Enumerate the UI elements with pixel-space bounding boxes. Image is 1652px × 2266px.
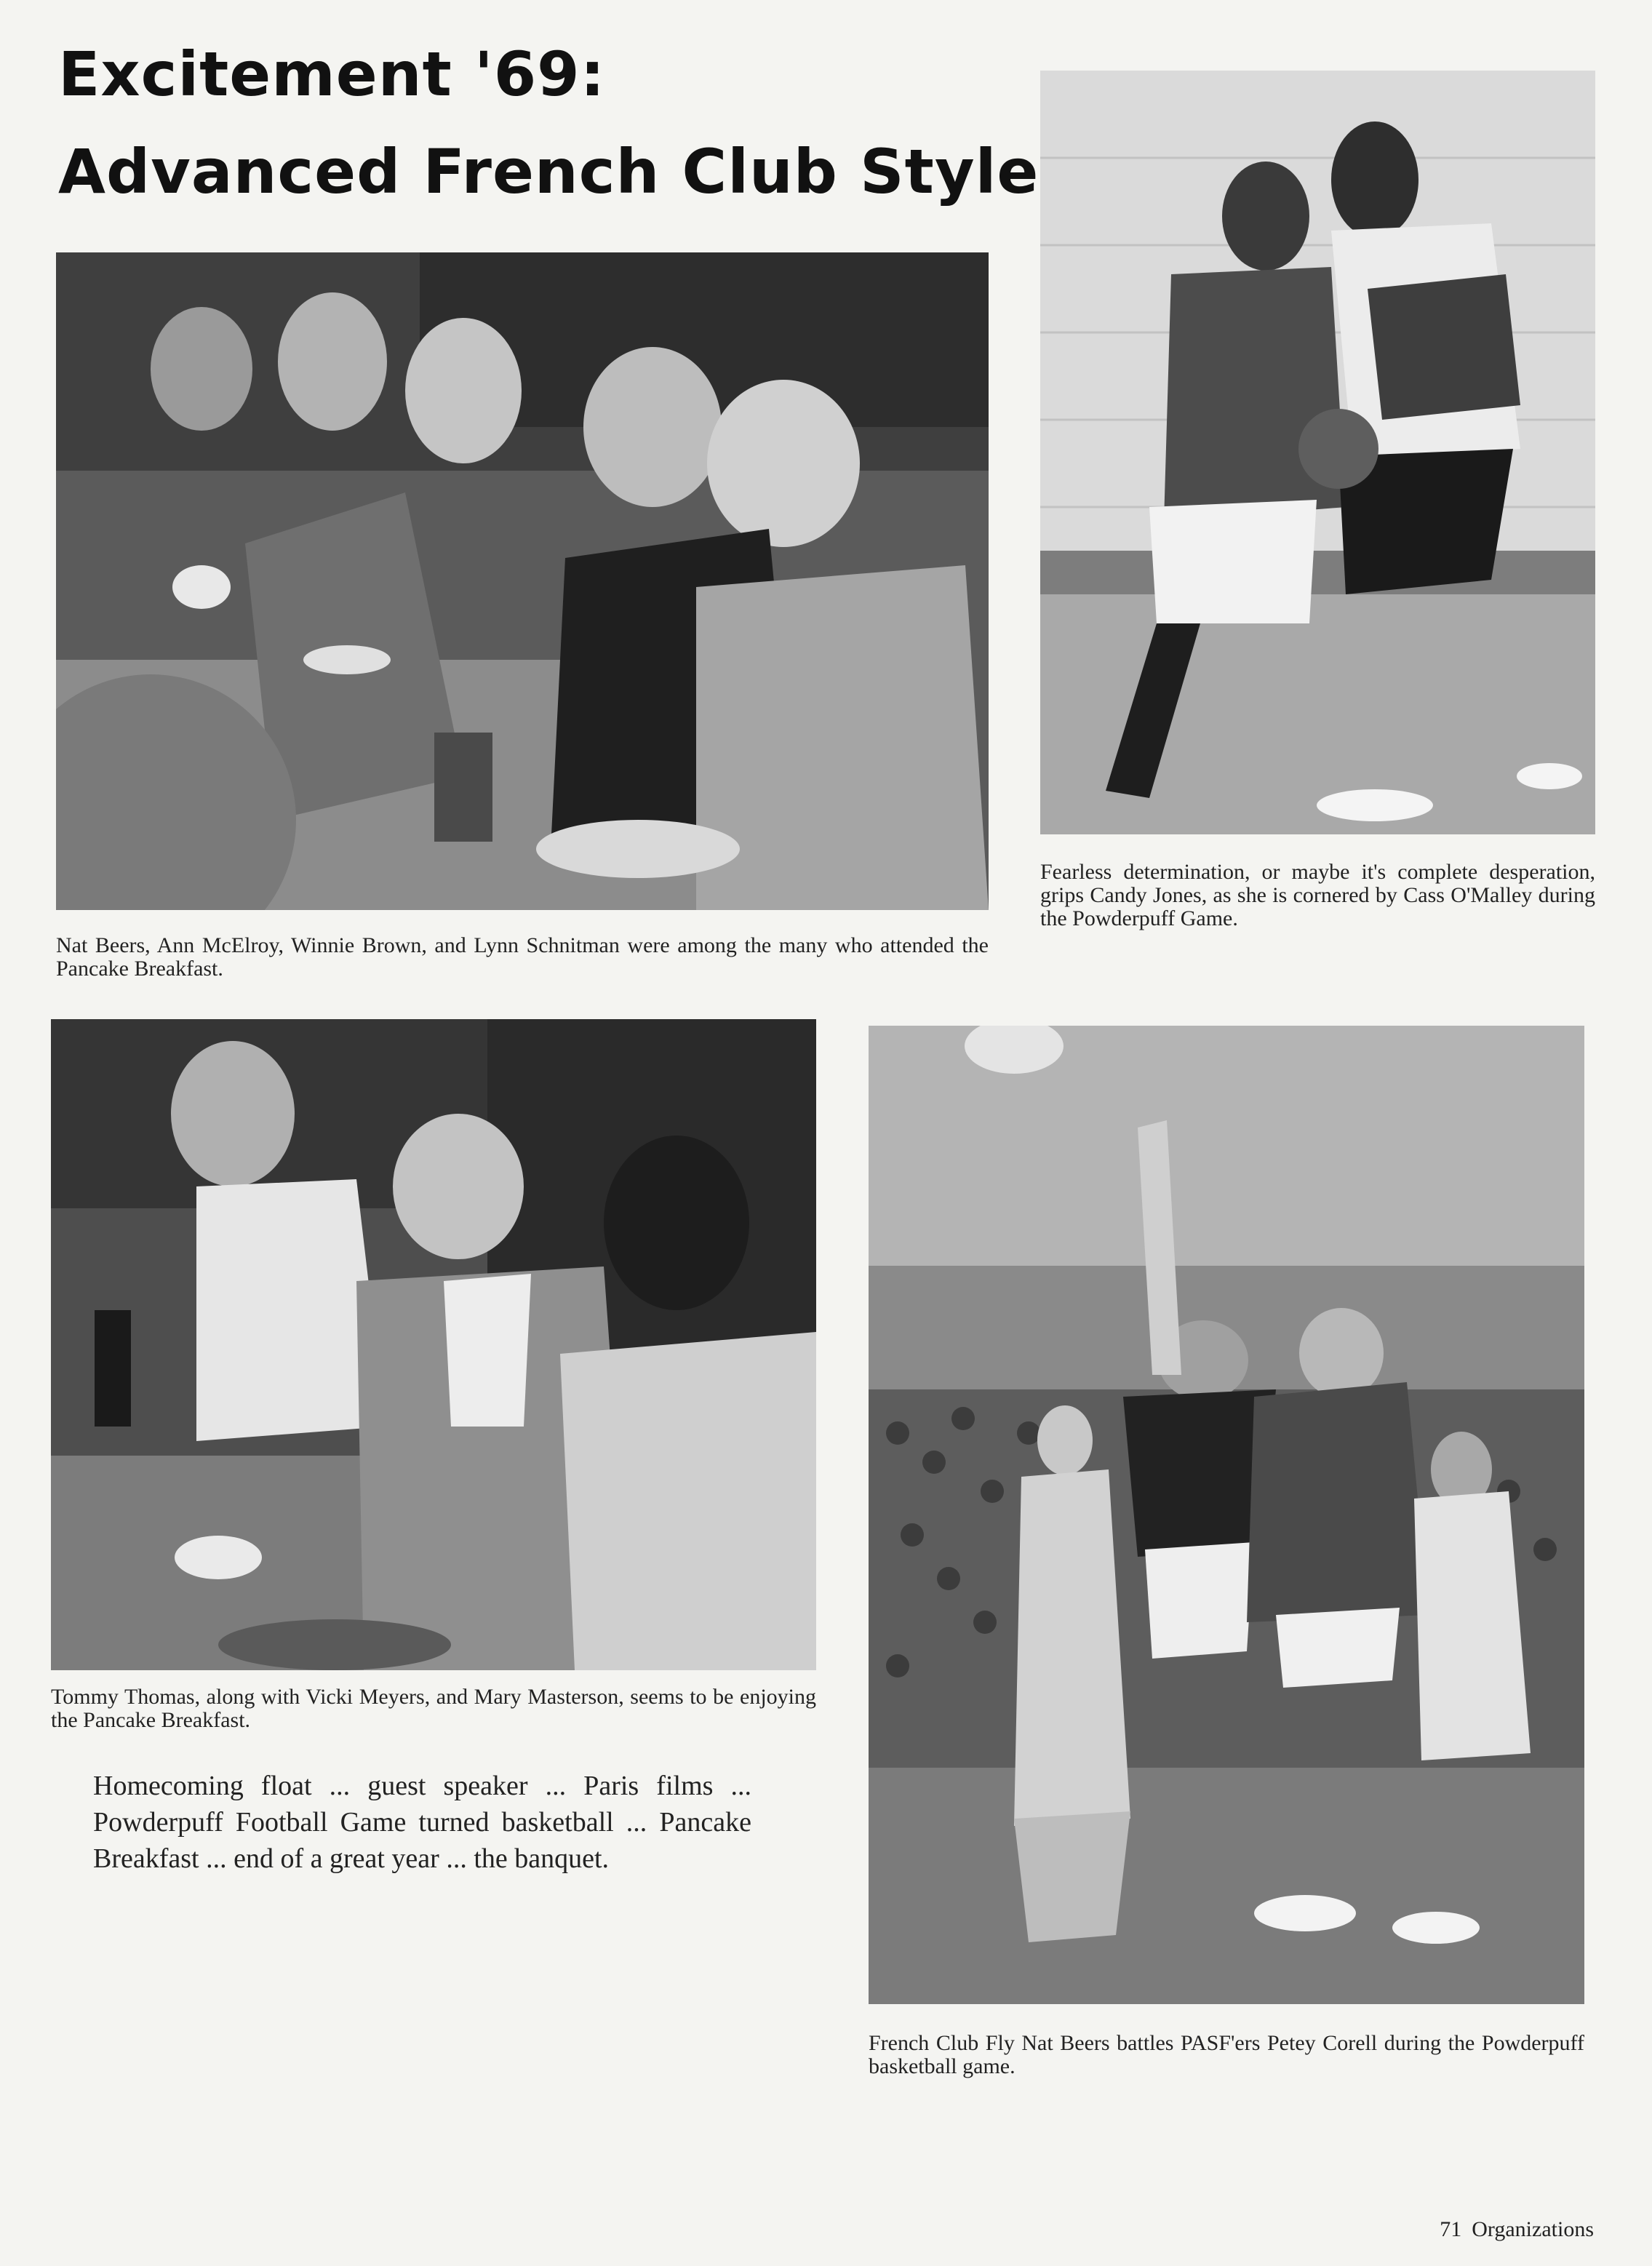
page-title-line-1: Excitement '69:: [58, 39, 606, 110]
photo-powderpuff-jump: [869, 1026, 1584, 2004]
photo-pancake-breakfast-table: [56, 252, 989, 910]
photo-powderpuff-dribble: [1040, 71, 1595, 834]
page-number: 71: [1440, 2217, 1462, 2241]
caption-powderpuff-jump: French Club Fly Nat Beers battles PASF'ers Petey Corell during the Powderpuff basketball game.: [869, 2031, 1584, 2078]
caption-pancake-breakfast-eating: Tommy Thomas, along with Vicki Meyers, and Mary Masterson, seems to be enjoying the Pancake Breakfast.: [51, 1685, 816, 1732]
section-name: Organizations: [1472, 2217, 1594, 2241]
page-folio: [1429, 2217, 1594, 2242]
intro-text: Homecoming float ... guest speaker ... Paris films ... Powderpuff Football Game turned basketball ... Pancake Breakfast ... end of a great year ... the banquet.: [93, 1771, 751, 1874]
caption-pancake-breakfast-table: Nat Beers, Ann McElroy, Winnie Brown, and Lynn Schnitman were among the many who attended the Pancake Breakfast.: [56, 933, 989, 981]
photo-pancake-breakfast-eating: [51, 1019, 816, 1670]
page-title-line-2: Advanced French Club Style: [58, 136, 1040, 207]
caption-powderpuff-dribble: Fearless determination, or maybe it's complete desperation, grips Candy Jones, as she is cornered by Cass O'Malley during the Powderpuff Game.: [1040, 860, 1595, 930]
